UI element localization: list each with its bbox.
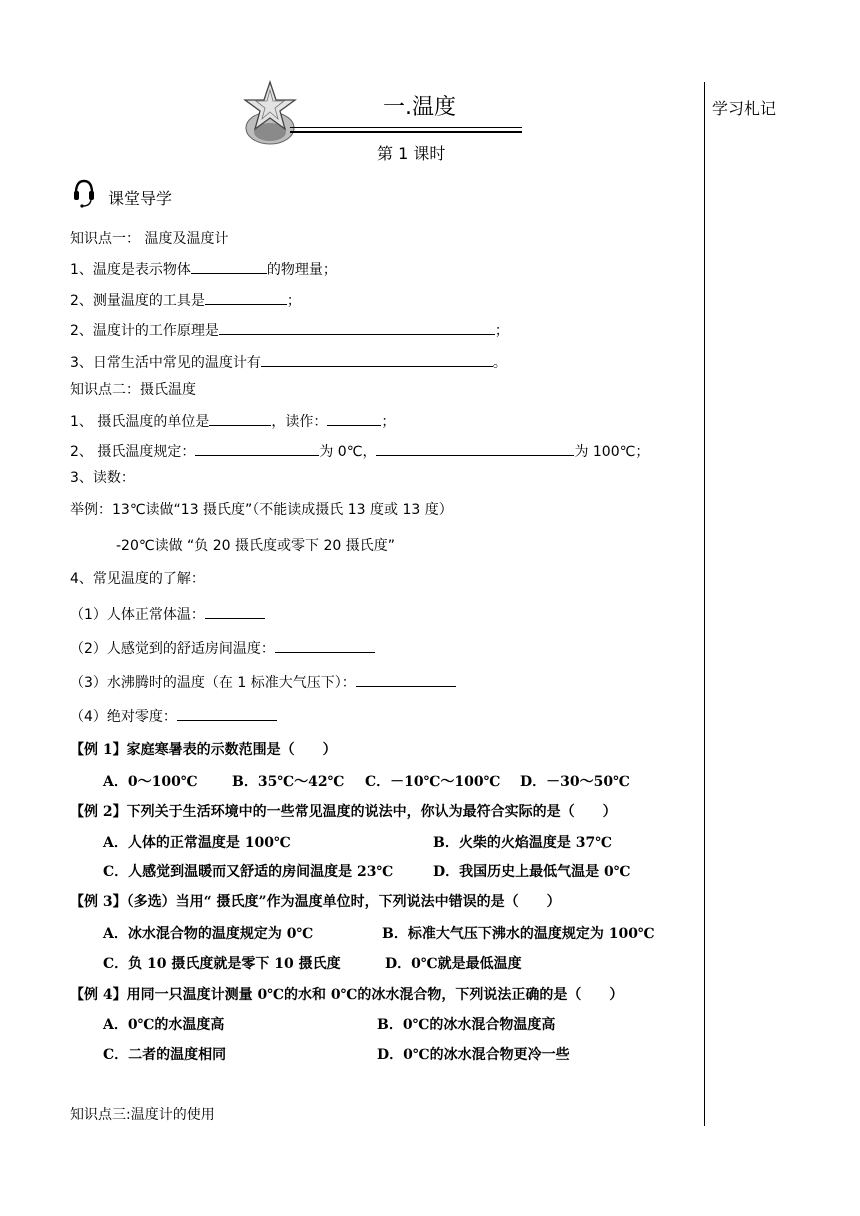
kp1-q4: 3、日常生活中常见的温度计有 。 xyxy=(70,352,507,373)
answer-blank[interactable] xyxy=(195,441,319,456)
example-4-option-c[interactable]: C．二者的温度相同 xyxy=(103,1047,227,1063)
kp2-q3: 3、读数： xyxy=(70,470,135,486)
kp3-heading: 知识点三:温度计的使用 xyxy=(70,1107,215,1123)
kp2-temp-4: （4）绝对零度： xyxy=(70,706,277,727)
example-1-option-b[interactable]: B．35℃～42℃ xyxy=(232,774,345,790)
example-3-stem: 【例 3】（多选）当用“ 摄氏度”作为温度单位时，下列说法中错误的是（ ） xyxy=(70,894,561,910)
kp2-q2: 2、 摄氏温度规定： 为 0℃， 为 100℃； xyxy=(70,441,649,462)
kp2-q1: 1、 摄氏温度的单位是 ，读作： ； xyxy=(70,411,395,432)
page-subtitle: 第 1 课时 xyxy=(377,144,446,163)
example-2-stem: 【例 2】下列关于生活环境中的一些常见温度的说法中，你认为最符合实际的是（ ） xyxy=(70,804,617,820)
example-1-option-d[interactable]: D．－30～50℃ xyxy=(520,774,630,790)
example-3-option-b[interactable]: B．标准大气压下沸水的温度规定为 100℃ xyxy=(382,926,655,942)
kp1-heading: 知识点一： 温度及温度计 xyxy=(70,231,229,247)
example-1-option-c[interactable]: C．－10℃～100℃ xyxy=(365,774,501,790)
answer-blank[interactable] xyxy=(205,290,287,305)
example-2-option-c[interactable]: C．人感觉到温暖而又舒适的房间温度是 23℃ xyxy=(103,864,394,880)
example-2-option-b[interactable]: B．火柴的火焰温度是 37℃ xyxy=(433,835,612,851)
example-4-option-b[interactable]: B．0℃的冰水混合物温度高 xyxy=(377,1017,556,1033)
example-2-option-d[interactable]: D．我国历史上最低气温是 0℃ xyxy=(433,864,631,880)
title-underline-thick xyxy=(290,131,522,133)
star-emblem-icon xyxy=(240,80,300,146)
kp1-q3: 2、温度计的工作原理是 ； xyxy=(70,320,509,341)
example-3-option-c[interactable]: C．负 10 摄氏度就是零下 10 摄氏度 xyxy=(103,956,341,972)
kp2-temp-1: （1）人体正常体温： xyxy=(70,604,265,625)
answer-blank[interactable] xyxy=(191,259,267,274)
kp2-temp-3: （3）水沸腾时的温度（在 1 标准大气压下）： xyxy=(70,672,456,693)
kp2-q4: 4、常见温度的了解： xyxy=(70,571,205,587)
answer-blank[interactable] xyxy=(209,411,271,426)
answer-blank[interactable] xyxy=(275,638,375,653)
kp1-q2: 2、测量温度的工具是 ； xyxy=(70,290,301,311)
example-4-option-a[interactable]: A．0℃的水温度高 xyxy=(103,1017,225,1033)
sidebar-label: 学习札记 xyxy=(712,99,777,118)
example-1-stem: 【例 1】家庭寒暑表的示数范围是（ ） xyxy=(70,742,337,758)
example-1-option-a[interactable]: A．0～100℃ xyxy=(103,774,198,790)
title-underline xyxy=(290,127,522,128)
example-3-option-a[interactable]: A．冰水混合物的温度规定为 0℃ xyxy=(103,926,314,942)
section-heading: 课堂导学 xyxy=(108,189,173,208)
kp2-temp-2: （2）人感觉到的舒适房间温度： xyxy=(70,638,375,659)
answer-blank[interactable] xyxy=(205,604,265,619)
answer-blank[interactable] xyxy=(219,320,495,335)
answer-blank[interactable] xyxy=(177,706,277,721)
answer-blank[interactable] xyxy=(327,411,381,426)
example-4-option-d[interactable]: D．0℃的冰水混合物更冷一些 xyxy=(377,1047,570,1063)
margin-divider xyxy=(704,82,705,1126)
kp2-example-1: 举例：13℃读做“13 摄氏度”（不能读成摄氏 13 度或 13 度） xyxy=(70,502,453,518)
page-title: 一.温度 xyxy=(383,95,456,120)
kp2-heading: 知识点二：摄氏温度 xyxy=(70,382,196,398)
kp2-example-2: -20℃读做 “负 20 摄氏度或零下 20 摄氏度” xyxy=(116,538,395,554)
headset-icon xyxy=(72,178,96,208)
example-3-option-d[interactable]: D．0℃就是最低温度 xyxy=(385,956,522,972)
answer-blank[interactable] xyxy=(356,672,456,687)
answer-blank[interactable] xyxy=(376,441,574,456)
example-2-option-a[interactable]: A．人体的正常温度是 100℃ xyxy=(103,835,291,851)
answer-blank[interactable] xyxy=(261,352,493,367)
kp1-q1: 1、温度是表示物体 的物理量； xyxy=(70,259,337,280)
example-4-stem: 【例 4】用同一只温度计测量 0℃的水和 0℃的冰水混合物，下列说法正确的是（ ） xyxy=(70,987,624,1003)
